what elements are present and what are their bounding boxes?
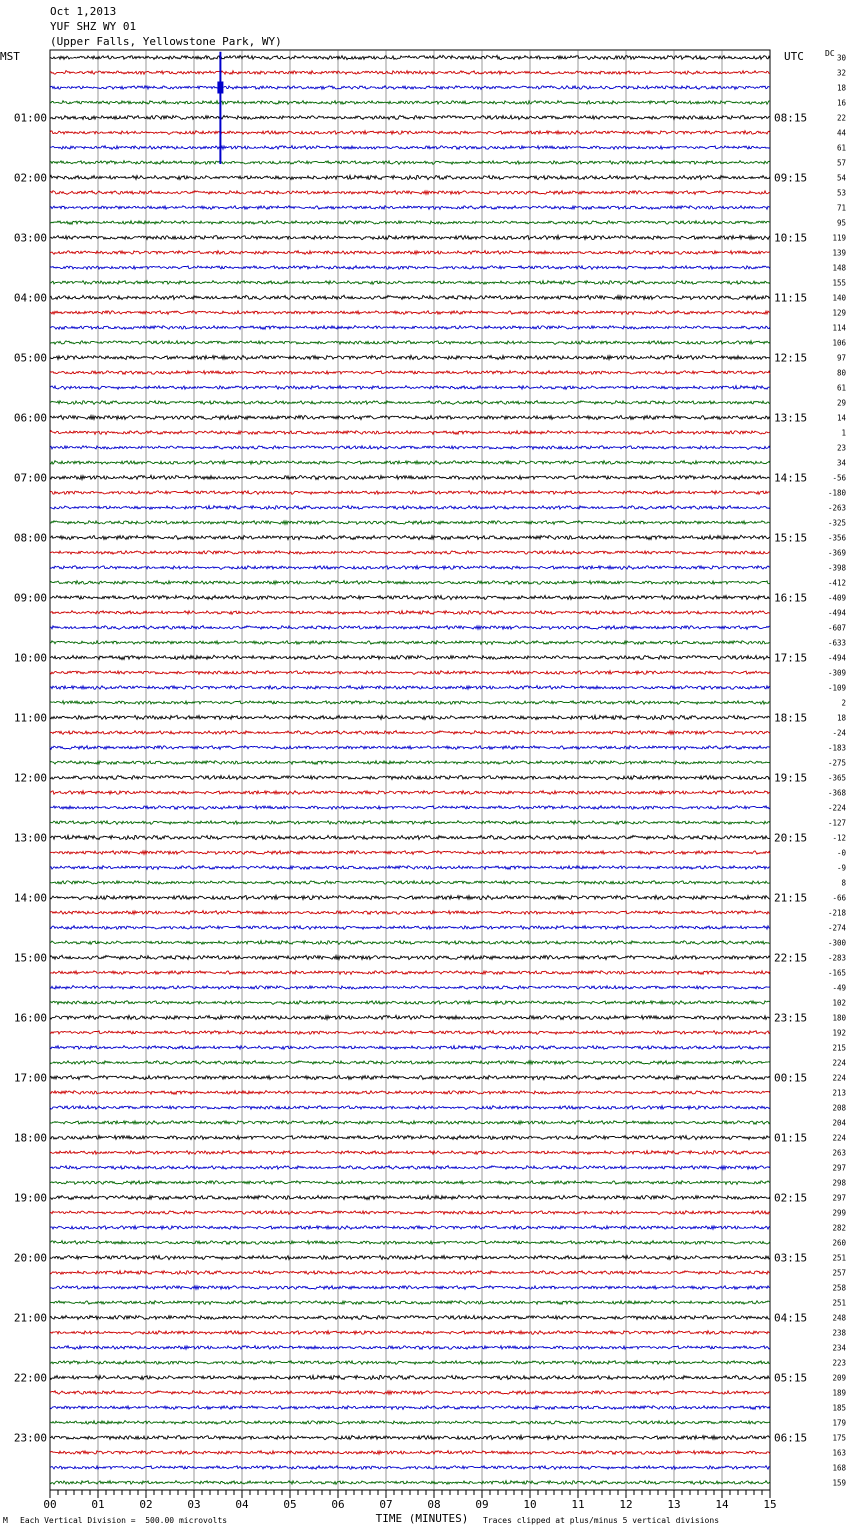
trace-line bbox=[50, 1315, 770, 1319]
dc-offset-value: -300 bbox=[827, 938, 846, 948]
dc-offset-value: 22 bbox=[836, 113, 846, 123]
dc-offset-value: 2 bbox=[841, 698, 846, 708]
trace-line bbox=[50, 895, 770, 899]
trace-line bbox=[50, 1151, 770, 1155]
trace-line bbox=[50, 911, 770, 915]
dc-offset-value: -0 bbox=[836, 848, 846, 858]
dc-offset-value: 251 bbox=[832, 1253, 846, 1263]
dc-offset-value: 185 bbox=[832, 1403, 846, 1413]
dc-offset-value: -224 bbox=[827, 803, 846, 813]
hour-label-right: 22:15 bbox=[774, 951, 808, 965]
dc-offset-value: -309 bbox=[827, 668, 846, 678]
trace-line bbox=[50, 191, 770, 195]
dc-offset-value: 224 bbox=[832, 1058, 846, 1068]
trace-line bbox=[50, 251, 770, 255]
dc-offset-value: 32 bbox=[836, 68, 846, 78]
trace-line bbox=[50, 1421, 770, 1425]
trace-line bbox=[50, 835, 770, 839]
dc-offset-value: 297 bbox=[832, 1193, 846, 1203]
trace-line bbox=[50, 1451, 770, 1455]
header-date: Oct 1,2013 bbox=[50, 5, 117, 18]
dc-offset-value: -356 bbox=[827, 533, 846, 543]
dc-offset-value: 248 bbox=[832, 1313, 846, 1323]
hour-label-left: 21:00 bbox=[13, 1311, 47, 1325]
trace-line bbox=[50, 1195, 770, 1199]
trace-line bbox=[50, 175, 770, 179]
dc-offset-value: -263 bbox=[827, 503, 846, 513]
dc-offset-value: 29 bbox=[836, 398, 846, 408]
hour-label-left: 16:00 bbox=[13, 1011, 47, 1025]
hour-label-left: 20:00 bbox=[13, 1251, 47, 1265]
trace-line bbox=[50, 1255, 770, 1259]
trace-line bbox=[50, 446, 770, 450]
trace-line bbox=[50, 1331, 770, 1335]
dc-offset-value: 71 bbox=[836, 203, 846, 213]
x-tick-label: 00 bbox=[43, 1498, 57, 1511]
dc-offset-value: 148 bbox=[832, 263, 846, 273]
dc-offset-value: 234 bbox=[832, 1343, 846, 1353]
dc-offset-value: 139 bbox=[832, 248, 846, 258]
dc-offset-value: -494 bbox=[827, 653, 846, 663]
dc-offset-value: -49 bbox=[832, 983, 846, 993]
dc-offset-value: -274 bbox=[827, 923, 846, 933]
dc-offset-value: -368 bbox=[827, 788, 846, 798]
hour-label-left: 15:00 bbox=[13, 951, 47, 965]
dc-offset-value: 258 bbox=[832, 1283, 846, 1293]
dc-offset-value: 224 bbox=[832, 1073, 846, 1083]
trace-line bbox=[50, 235, 770, 239]
hour-label-left: 09:00 bbox=[13, 591, 47, 605]
trace-line bbox=[50, 55, 770, 59]
dc-offset-value: -409 bbox=[827, 593, 846, 603]
hour-label-right: 02:15 bbox=[774, 1191, 808, 1205]
dc-offset-value: -398 bbox=[827, 563, 846, 573]
trace-line bbox=[50, 821, 770, 825]
hour-label-right: 13:15 bbox=[774, 411, 808, 425]
trace-line bbox=[50, 71, 770, 75]
dc-offset-value: 23 bbox=[836, 443, 846, 453]
dc-offset-value: 114 bbox=[832, 323, 846, 333]
hour-label-left: 19:00 bbox=[13, 1191, 47, 1205]
trace-line bbox=[50, 415, 770, 419]
trace-line bbox=[50, 655, 770, 659]
hour-label-right: 14:15 bbox=[774, 471, 808, 485]
dc-offset-value: 189 bbox=[832, 1388, 846, 1398]
x-tick-label: 04 bbox=[235, 1498, 249, 1511]
hour-label-left: 14:00 bbox=[13, 891, 47, 905]
dc-offset-value: 16 bbox=[836, 98, 846, 108]
dc-offset-value: 18 bbox=[836, 83, 846, 93]
trace-line bbox=[50, 595, 770, 599]
trace-line bbox=[50, 851, 770, 855]
trace-line bbox=[50, 371, 770, 375]
trace-line bbox=[50, 626, 770, 630]
clip-note: Traces clipped at plus/minus 5 vertical divisions bbox=[483, 1516, 720, 1525]
hour-label-right: 00:15 bbox=[774, 1071, 808, 1085]
hour-label-left: 12:00 bbox=[13, 771, 47, 785]
hour-label-right: 01:15 bbox=[774, 1131, 808, 1145]
dc-offset-value: -607 bbox=[827, 623, 846, 633]
trace-line bbox=[50, 1076, 770, 1080]
dc-offset-value: 180 bbox=[832, 1013, 846, 1023]
x-tick-label: 11 bbox=[571, 1498, 585, 1511]
dc-offset-value: 30 bbox=[836, 53, 846, 63]
x-tick-label: 05 bbox=[283, 1498, 297, 1511]
hour-label-left: 01:00 bbox=[13, 111, 47, 125]
dc-offset-value: 155 bbox=[832, 278, 846, 288]
hour-label-right: 23:15 bbox=[774, 1011, 808, 1025]
dc-offset-value: -66 bbox=[832, 893, 846, 903]
trace-line bbox=[50, 791, 770, 795]
dc-offset-value: 175 bbox=[832, 1433, 846, 1443]
dc-offset-value: 192 bbox=[832, 1028, 846, 1038]
trace-line bbox=[50, 266, 770, 270]
trace-line bbox=[50, 1001, 770, 1005]
trace-line bbox=[50, 146, 770, 150]
dc-offset-value: 168 bbox=[832, 1463, 846, 1473]
dc-offset-value: 129 bbox=[832, 308, 846, 318]
trace-line bbox=[50, 806, 770, 810]
header-station: YUF SHZ WY 01 bbox=[50, 20, 137, 33]
hour-label-left: 04:00 bbox=[13, 291, 47, 305]
trace-line bbox=[50, 401, 770, 405]
x-tick-label: 12 bbox=[619, 1498, 633, 1511]
dc-offset-value: 53 bbox=[836, 188, 846, 198]
trace-line bbox=[50, 506, 770, 510]
x-tick-label: 02 bbox=[139, 1498, 153, 1511]
dc-offset-value: 1 bbox=[841, 428, 846, 438]
hour-label-left: 06:00 bbox=[13, 411, 47, 425]
dc-offset-value: -24 bbox=[832, 728, 846, 738]
trace-line bbox=[50, 161, 770, 165]
trace-line bbox=[50, 86, 770, 90]
x-tick-label: 09 bbox=[475, 1498, 489, 1511]
trace-line bbox=[50, 1136, 770, 1140]
dc-offset-value: 208 bbox=[832, 1103, 846, 1113]
dc-offset-value: 260 bbox=[832, 1238, 846, 1248]
trace-line bbox=[50, 295, 770, 299]
trace-line bbox=[50, 1286, 770, 1290]
hour-label-right: 21:15 bbox=[774, 891, 808, 905]
trace-line bbox=[50, 866, 770, 870]
dc-offset-value: 213 bbox=[832, 1088, 846, 1098]
trace-line bbox=[50, 475, 770, 479]
dc-offset-value: -12 bbox=[832, 833, 846, 843]
hour-label-right: 04:15 bbox=[774, 1311, 808, 1325]
dc-offset-value: 95 bbox=[836, 218, 846, 228]
hour-label-left: 22:00 bbox=[13, 1371, 47, 1385]
trace-line bbox=[50, 641, 770, 645]
dc-offset-value: -275 bbox=[827, 758, 846, 768]
trace-line bbox=[50, 535, 770, 539]
trace-line bbox=[50, 1466, 770, 1470]
hour-label-right: 18:15 bbox=[774, 711, 808, 725]
trace-line bbox=[50, 1435, 770, 1439]
dc-offset-value: 215 bbox=[832, 1043, 846, 1053]
trace-line bbox=[50, 1406, 770, 1410]
trace-line bbox=[50, 355, 770, 359]
trace-line bbox=[50, 881, 770, 885]
trace-line bbox=[50, 926, 770, 930]
header-location: (Upper Falls, Yellowstone Park, WY) bbox=[50, 35, 282, 48]
dc-offset-value: 14 bbox=[836, 413, 846, 423]
x-tick-label: 07 bbox=[379, 1498, 393, 1511]
dc-offset-value: 179 bbox=[832, 1418, 846, 1428]
dc-offset-value: 97 bbox=[836, 353, 846, 363]
dc-offset-value: -412 bbox=[827, 578, 846, 588]
x-tick-label: 10 bbox=[523, 1498, 537, 1511]
hour-label-right: 17:15 bbox=[774, 651, 808, 665]
hour-label-right: 16:15 bbox=[774, 591, 808, 605]
dc-offset-value: -633 bbox=[827, 638, 846, 648]
trace-line bbox=[50, 775, 770, 779]
trace-line bbox=[50, 1046, 770, 1050]
trace-line bbox=[50, 311, 770, 315]
dc-offset-value: 204 bbox=[832, 1118, 846, 1128]
hour-label-left: 07:00 bbox=[13, 471, 47, 485]
hour-label-left: 17:00 bbox=[13, 1071, 47, 1085]
trace-line bbox=[50, 131, 770, 135]
dc-offset-value: 223 bbox=[832, 1358, 846, 1368]
x-tick-label: 13 bbox=[667, 1498, 681, 1511]
hour-label-right: 12:15 bbox=[774, 351, 808, 365]
trace-line bbox=[50, 326, 770, 330]
trace-line bbox=[50, 671, 770, 675]
left-timezone-label: MST bbox=[0, 50, 20, 63]
dc-offset-value: 297 bbox=[832, 1163, 846, 1173]
dc-offset-value: 61 bbox=[836, 143, 846, 153]
dc-offset-value: 140 bbox=[832, 293, 846, 303]
dc-offset-value: 159 bbox=[832, 1478, 846, 1488]
dc-offset-value: 80 bbox=[836, 368, 846, 378]
trace-line bbox=[50, 1301, 770, 1305]
hour-label-left: 05:00 bbox=[13, 351, 47, 365]
dc-offset-value: 209 bbox=[832, 1373, 846, 1383]
trace-line bbox=[50, 461, 770, 465]
trace-line bbox=[50, 1106, 770, 1110]
x-tick-label: 03 bbox=[187, 1498, 201, 1511]
dc-offset-value: -365 bbox=[827, 773, 846, 783]
hour-label-right: 19:15 bbox=[774, 771, 808, 785]
trace-line bbox=[50, 731, 770, 735]
footer-left-mark: M bbox=[3, 1516, 8, 1525]
trace-line bbox=[50, 581, 770, 585]
x-tick-label: 14 bbox=[715, 1498, 729, 1511]
event-burst bbox=[217, 82, 223, 94]
x-tick-label: 15 bbox=[763, 1498, 777, 1511]
trace-line bbox=[50, 566, 770, 570]
hour-label-right: 20:15 bbox=[774, 831, 808, 845]
trace-line bbox=[50, 115, 770, 119]
dc-offset-value: -127 bbox=[827, 818, 846, 828]
hour-label-right: 10:15 bbox=[774, 231, 808, 245]
dc-offset-value: 61 bbox=[836, 383, 846, 393]
hour-label-right: 03:15 bbox=[774, 1251, 808, 1265]
hour-label-right: 09:15 bbox=[774, 171, 808, 185]
dc-offset-value: 238 bbox=[832, 1328, 846, 1338]
hour-label-right: 06:15 bbox=[774, 1431, 808, 1445]
dc-offset-value: -109 bbox=[827, 683, 846, 693]
dc-offset-value: 106 bbox=[832, 338, 846, 348]
trace-line bbox=[50, 1346, 770, 1350]
trace-line bbox=[50, 986, 770, 990]
dc-offset-value: 119 bbox=[832, 233, 846, 243]
dc-offset-value: 18 bbox=[836, 713, 846, 723]
trace-line bbox=[50, 101, 770, 105]
dc-offset-value: 257 bbox=[832, 1268, 846, 1278]
trace-line bbox=[50, 761, 770, 765]
dc-label: DC bbox=[825, 49, 835, 58]
dc-offset-value: -183 bbox=[827, 743, 846, 753]
x-axis-label: TIME (MINUTES) bbox=[375, 1512, 469, 1525]
hour-label-right: 05:15 bbox=[774, 1371, 808, 1385]
dc-offset-value: 298 bbox=[832, 1178, 846, 1188]
hour-label-left: 10:00 bbox=[13, 651, 47, 665]
dc-offset-value: 44 bbox=[836, 128, 846, 138]
trace-line bbox=[50, 971, 770, 975]
trace-line bbox=[50, 551, 770, 554]
time-axis bbox=[43, 1490, 776, 1511]
trace-line bbox=[50, 701, 770, 705]
trace-line bbox=[50, 611, 770, 615]
dc-offset-value: 251 bbox=[832, 1298, 846, 1308]
trace-line bbox=[50, 1031, 770, 1035]
dc-offset-value: -56 bbox=[832, 473, 846, 483]
trace-line bbox=[50, 941, 770, 945]
dc-offset-value: 57 bbox=[836, 158, 846, 168]
trace-line bbox=[50, 1391, 770, 1395]
trace-line bbox=[50, 1481, 770, 1485]
trace-line bbox=[50, 715, 770, 719]
trace-group bbox=[50, 52, 770, 1485]
trace-line bbox=[50, 341, 770, 345]
dc-offset-value: 8 bbox=[841, 878, 846, 888]
dc-offset-value: -494 bbox=[827, 608, 846, 618]
trace-line bbox=[50, 431, 770, 435]
dc-offset-value: 263 bbox=[832, 1148, 846, 1158]
dc-offset-value: 299 bbox=[832, 1208, 846, 1218]
dc-offset-value: 224 bbox=[832, 1133, 846, 1143]
trace-line bbox=[50, 1015, 770, 1019]
trace-line bbox=[50, 1181, 770, 1185]
trace-line bbox=[50, 1061, 770, 1065]
hour-label-left: 13:00 bbox=[13, 831, 47, 845]
trace-line bbox=[50, 955, 770, 959]
trace-line bbox=[50, 1375, 770, 1379]
trace-line bbox=[50, 386, 770, 390]
hour-label-right: 08:15 bbox=[774, 111, 808, 125]
right-timezone-label: UTC bbox=[784, 50, 804, 63]
trace-line bbox=[50, 1271, 770, 1275]
dc-offset-value: -283 bbox=[827, 953, 846, 963]
trace-line bbox=[50, 1241, 770, 1245]
hour-label-left: 18:00 bbox=[13, 1131, 47, 1145]
trace-line bbox=[50, 206, 770, 210]
trace-line bbox=[50, 1361, 770, 1365]
dc-offset-value: 54 bbox=[836, 173, 846, 183]
hour-label-left: 11:00 bbox=[13, 711, 47, 725]
dc-offset-value: 163 bbox=[832, 1448, 846, 1458]
scale-note: Each Vertical Division = 500.00 microvolts bbox=[20, 1516, 228, 1525]
trace-line bbox=[50, 1121, 770, 1125]
dc-offset-value: -218 bbox=[827, 908, 846, 918]
dc-offset-value: 34 bbox=[836, 458, 846, 468]
x-tick-label: 06 bbox=[331, 1498, 345, 1511]
trace-line bbox=[50, 281, 770, 285]
trace-line bbox=[50, 491, 770, 495]
hour-label-left: 03:00 bbox=[13, 231, 47, 245]
hour-label-left: 23:00 bbox=[13, 1431, 47, 1445]
dc-offset-value: -165 bbox=[827, 968, 846, 978]
dc-offset-value: -369 bbox=[827, 548, 846, 558]
dc-offset-value: -9 bbox=[836, 863, 846, 873]
hour-label-right: 15:15 bbox=[774, 531, 808, 545]
dc-offset-value: 282 bbox=[832, 1223, 846, 1233]
trace-line bbox=[50, 1166, 770, 1170]
trace-line bbox=[50, 221, 770, 225]
dc-offset-value: -180 bbox=[827, 488, 846, 498]
trace-line bbox=[50, 1091, 770, 1095]
trace-line bbox=[50, 521, 770, 525]
trace-line bbox=[50, 1211, 770, 1215]
dc-offset-value: -325 bbox=[827, 518, 846, 528]
hour-label-right: 11:15 bbox=[774, 291, 808, 305]
x-tick-label: 08 bbox=[427, 1498, 441, 1511]
trace-line bbox=[50, 1226, 770, 1230]
dc-offset-value: 102 bbox=[832, 998, 846, 1008]
hour-label-left: 08:00 bbox=[13, 531, 47, 545]
trace-line bbox=[50, 746, 770, 750]
trace-line bbox=[50, 686, 770, 690]
hour-label-left: 02:00 bbox=[13, 171, 47, 185]
x-tick-label: 01 bbox=[91, 1498, 105, 1511]
